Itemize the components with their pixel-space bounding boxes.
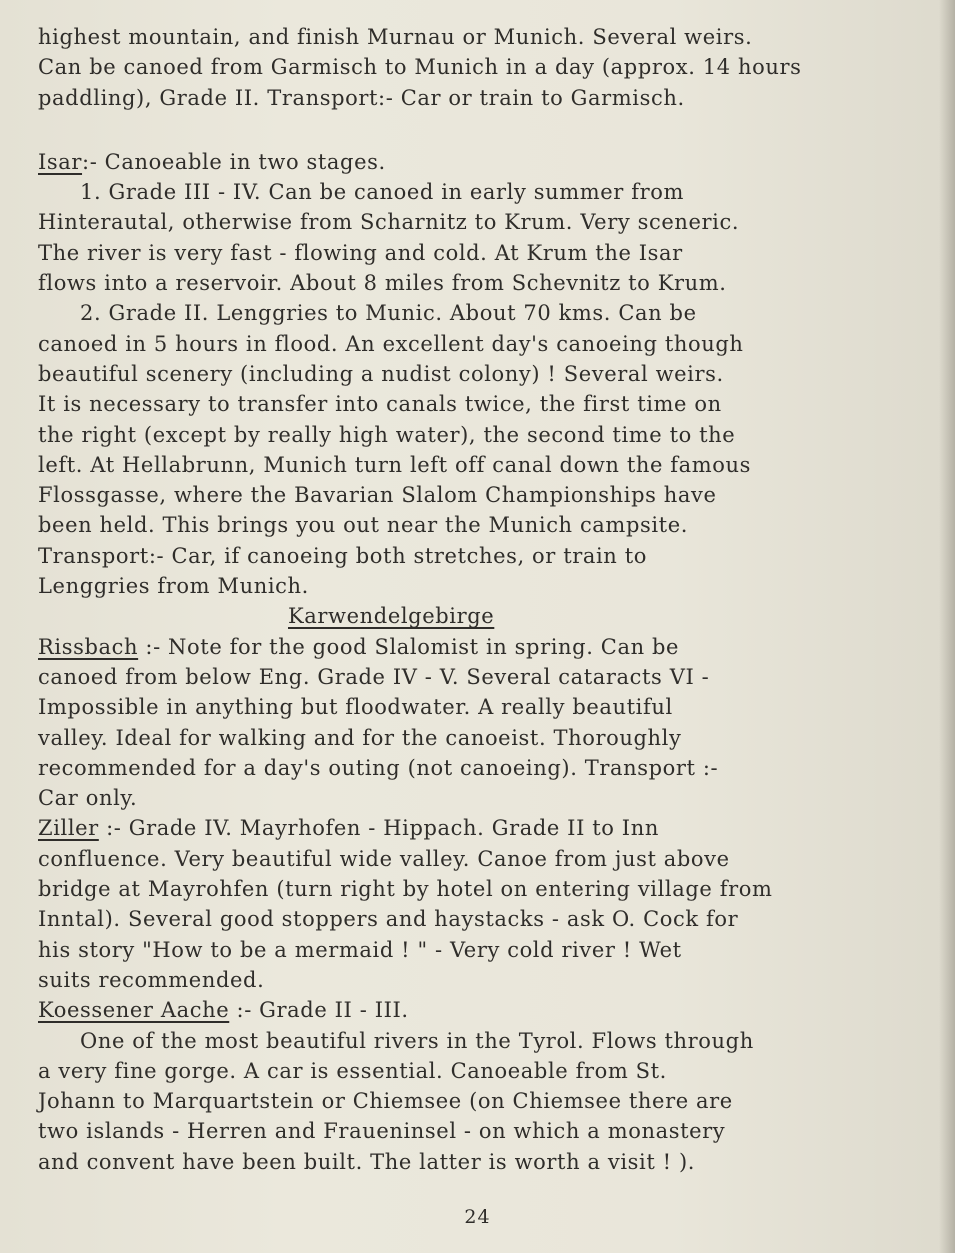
koessener-line: One of the most beautiful rivers in the Tyrol. Flows through xyxy=(80,1028,754,1053)
ziller-line: his story "How to be a mermaid ! " - Very cold river ! Wet xyxy=(38,937,682,962)
koessener-heading: Koessener Aache xyxy=(38,998,230,1023)
isar-stage2-line: Flossgasse, where the Bavarian Slalom Championships have xyxy=(38,483,717,508)
isar-stage2-line: 2. Grade II. Lenggries to Munic. About 70 kms. Can be xyxy=(80,301,697,326)
isar-stage2-line: canoed in 5 hours in flood. An excellent day's canoeing though xyxy=(38,331,744,356)
isar-heading-tail: :- Canoeable in two stages. xyxy=(82,149,386,174)
isar-stage1-line: Hinterautal, otherwise from Scharnitz to Krum. Very sceneric. xyxy=(38,210,740,235)
page-body xyxy=(38,22,938,1177)
koessener-line: two islands - Herren and Fraueninsel - on which a monastery xyxy=(38,1119,726,1144)
paragraph-gap xyxy=(38,113,938,147)
isar-stage1-line: The river is very fast - flowing and cold. At Krum the Isar xyxy=(38,240,683,265)
isar-heading-line xyxy=(38,147,938,177)
isar-stage2-line: Lenggries from Munich. xyxy=(38,574,309,599)
rissbach-line: Impossible in anything but floodwater. A really beautiful xyxy=(38,695,673,720)
rissbach-line: valley. Ideal for walking and for the canoeist. Thoroughly xyxy=(38,725,682,750)
isar-heading: Isar xyxy=(38,149,83,174)
rissbach-heading-line xyxy=(38,632,938,662)
ziller-heading: Ziller xyxy=(38,816,99,841)
isar-stage2-line: It is necessary to transfer into canals twice, the first time on xyxy=(38,392,722,417)
ziller-heading-tail: :- Grade IV. Mayrhofen - Hippach. Grade II to Inn xyxy=(98,816,659,841)
ziller-heading-line xyxy=(38,813,938,843)
isar-stage1-line: 1. Grade III - IV. Can be canoed in early summer from xyxy=(80,180,684,205)
isar-stage1-line: flows into a reservoir. About 8 miles from Schevnitz to Krum. xyxy=(38,271,727,296)
rissbach-line: canoed from below Eng. Grade IV - V. Several cataracts VI - xyxy=(38,664,710,689)
page-edge-shadow xyxy=(939,0,955,1253)
isar-stage2-line: the right (except by really high water), the second time to the xyxy=(38,422,736,447)
ziller-line: bridge at Mayrohfen (turn right by hotel on entering village from xyxy=(38,877,773,902)
page-number: 24 xyxy=(464,1206,491,1228)
koessener-heading-line xyxy=(38,995,938,1025)
koessener-line: and convent have been built. The latter is worth a visit ! ). xyxy=(38,1149,696,1174)
section-heading-line xyxy=(38,601,938,631)
koessener-heading-tail: :- Grade II - III. xyxy=(229,998,409,1023)
section-heading: Karwendelgebirge xyxy=(288,604,495,629)
rissbach-line: Car only. xyxy=(38,786,138,811)
ziller-line: Inntal). Several good stoppers and haystacks - ask O. Cock for xyxy=(38,907,739,932)
intro-line: Can be canoed from Garmisch to Munich in a day (approx. 14 hours xyxy=(38,55,802,80)
ziller-line: confluence. Very beautiful wide valley. Canoe from just above xyxy=(38,846,730,871)
ziller-line: suits recommended. xyxy=(38,967,265,992)
koessener-line: a very fine gorge. A car is essential. Canoeable from St. xyxy=(38,1058,667,1083)
rissbach-heading-tail: :- Note for the good Slalomist in spring. Can be xyxy=(138,634,680,659)
isar-stage2-line: been held. This brings you out near the Munich campsite. xyxy=(38,513,689,538)
isar-stage2-line: beautiful scenery (including a nudist colony) ! Several weirs. xyxy=(38,361,724,386)
intro-line: paddling), Grade II. Transport:- Car or train to Garmisch. xyxy=(38,85,685,110)
rissbach-line: recommended for a day's outing (not canoeing). Transport :- xyxy=(38,755,719,780)
koessener-line: Johann to Marquartstein or Chiemsee (on Chiemsee there are xyxy=(38,1089,733,1114)
rissbach-heading: Rissbach xyxy=(38,634,139,659)
isar-stage2-line: left. At Hellabrunn, Munich turn left off canal down the famous xyxy=(38,452,752,477)
intro-line: highest mountain, and finish Murnau or Munich. Several weirs. xyxy=(38,25,753,49)
isar-stage2-line: Transport:- Car, if canoeing both stretches, or train to xyxy=(38,543,647,568)
